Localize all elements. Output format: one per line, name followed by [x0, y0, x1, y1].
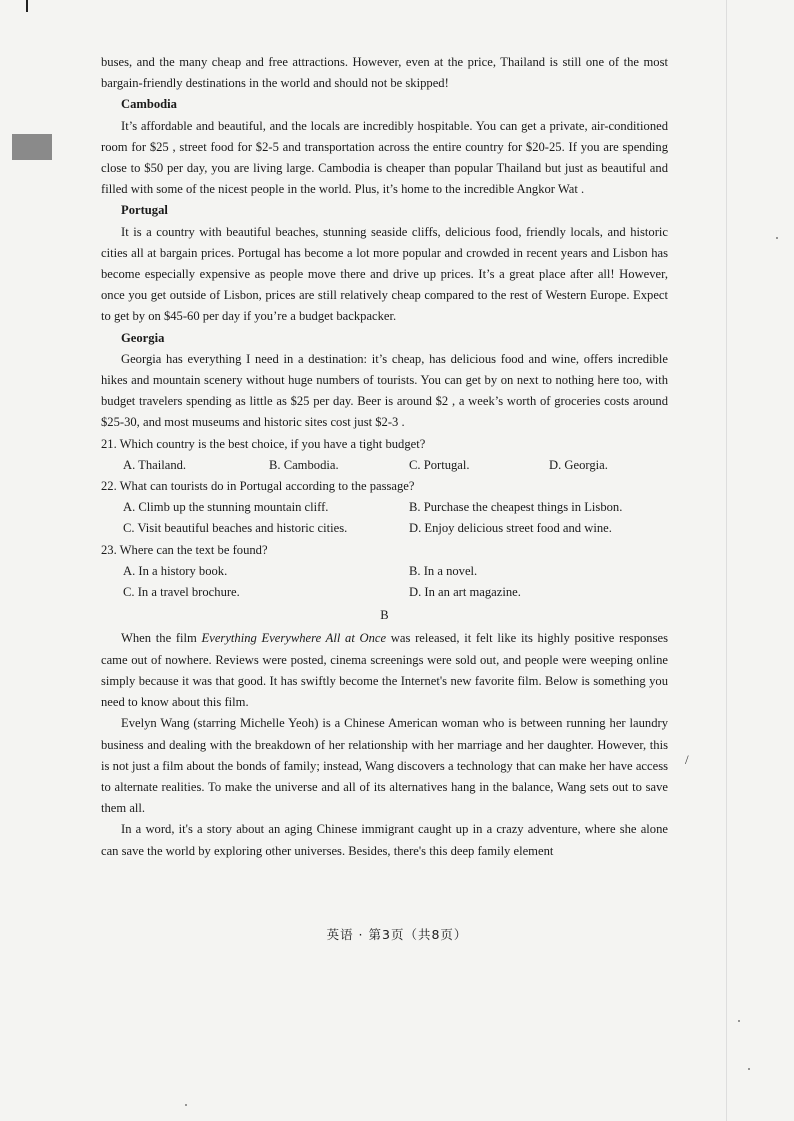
option: B. In a novel. [409, 563, 478, 578]
cambodia-heading: Cambodia [121, 97, 177, 112]
film-paragraph-1 [101, 628, 668, 713]
section-b-label: B [380, 608, 389, 623]
scan-speck [185, 1104, 187, 1106]
option: D. Enjoy delicious street food and wine. [409, 521, 612, 536]
text-run: was released, it felt like its highly positive responses came out of nowhere. Reviews were posted, cinema screenings were sold out, and people were weeping online simply because it was that good. It has swiftly become the Internet's new favorite film. Below is something you need to know about this film. [101, 631, 668, 710]
portugal-paragraph: It is a country with beautiful beaches, stunning seaside cliffs, delicious food, friendly locals, and historic cities all at bargain prices. Portugal has become a lot more popular and crowded in recent years and Lisbon has become especially expensive as people move there and drive up prices. It’s a great place after all! However, once you get outside of Lisbon, prices are still relatively cheap compared to the rest of Western Europe. Expect to get by on $45-60 per day if you’re a budget backpacker. [101, 224, 668, 324]
option: A. In a history book. [123, 563, 228, 578]
thailand-paragraph-end: buses, and the many cheap and free attractions. However, even at the price, Thailand is still one of the most bargain-friendly destinations in the world and should not be skipped! [101, 55, 668, 91]
text-run: When the film [121, 631, 202, 646]
film-title: Everything Everywhere All at Once [201, 631, 387, 646]
portugal-heading: Portugal [121, 203, 168, 218]
question-22: 22. What can tourists do in Portugal according to the passage? [101, 479, 415, 494]
georgia-paragraph: Georgia has everything I need in a destination: it’s cheap, has delicious food and wine, offers incredible hikes and mountain scenery without huge numbers of tourists. You can get by on next to nothing here too, with budget travelers spending as little as $25 per day. Beer is around $2 , a week’s worth of groceries costs around $25-30, and most museums and historic sites cost just $2-3 . [101, 351, 668, 430]
page-footer: 英语 · 第3页（共8页） [326, 927, 468, 942]
option: C. Visit beautiful beaches and historic cities. [123, 521, 348, 536]
option: A. Thailand. [123, 457, 187, 472]
option: A. Climb up the stunning mountain cliff. [123, 500, 329, 515]
option: C. Portugal. [409, 457, 470, 472]
film-paragraph-3: In a word, it's a story about an aging Chinese immigrant caught up in a crazy adventure, where she alone can save the world by exploring other universes. Besides, there's this deep family element [101, 822, 668, 858]
scan-artifact [12, 134, 52, 160]
passage-content [101, 52, 668, 862]
option: B. Cambodia. [269, 457, 339, 472]
question-22-options-row1 [101, 497, 668, 518]
option: C. In a travel brochure. [123, 585, 240, 600]
option: D. In an art magazine. [409, 585, 521, 600]
georgia-heading: Georgia [121, 330, 165, 345]
option: D. Georgia. [549, 457, 608, 472]
scan-speck [776, 237, 778, 239]
scan-speck [748, 1068, 750, 1070]
question-23-options-row2 [101, 582, 668, 603]
scan-mark [26, 0, 28, 12]
question-22-options-row2 [101, 518, 668, 539]
scan-fold-line [726, 0, 727, 1121]
question-23-options-row1 [101, 561, 668, 582]
scan-speck [738, 1020, 740, 1022]
film-paragraph-2: Evelyn Wang (starring Michelle Yeoh) is a Chinese American woman who is between running her laundry business and dealing with the breakdown of her relationship with her marriage and her daughter. However, this is not just a film about the bonds of family; instead, Wang discovers a technology that can make her have access to alternate realities. To make the universe and all of its alternatives hang in the balance, Wang sets out to save them all. [101, 716, 668, 816]
margin-mark: / [685, 752, 689, 767]
cambodia-paragraph: It’s affordable and beautiful, and the locals are incredibly hospitable. You can get a private, air-conditioned room for $25 , street food for $2-5 and transportation across the entire country for $20-25. If you are spending close to $50 per day, you are living large. Cambodia is cheaper than popular Thailand but just as beautiful and filled with some of the nicest people in the world. Plus, it’s home to the incredible Angkor Wat . [101, 118, 668, 197]
option: B. Purchase the cheapest things in Lisbon. [409, 500, 623, 515]
question-21: 21. Which country is the best choice, if you have a tight budget? [101, 436, 426, 451]
question-21-options [101, 455, 668, 476]
question-23: 23. Where can the text be found? [101, 542, 268, 557]
